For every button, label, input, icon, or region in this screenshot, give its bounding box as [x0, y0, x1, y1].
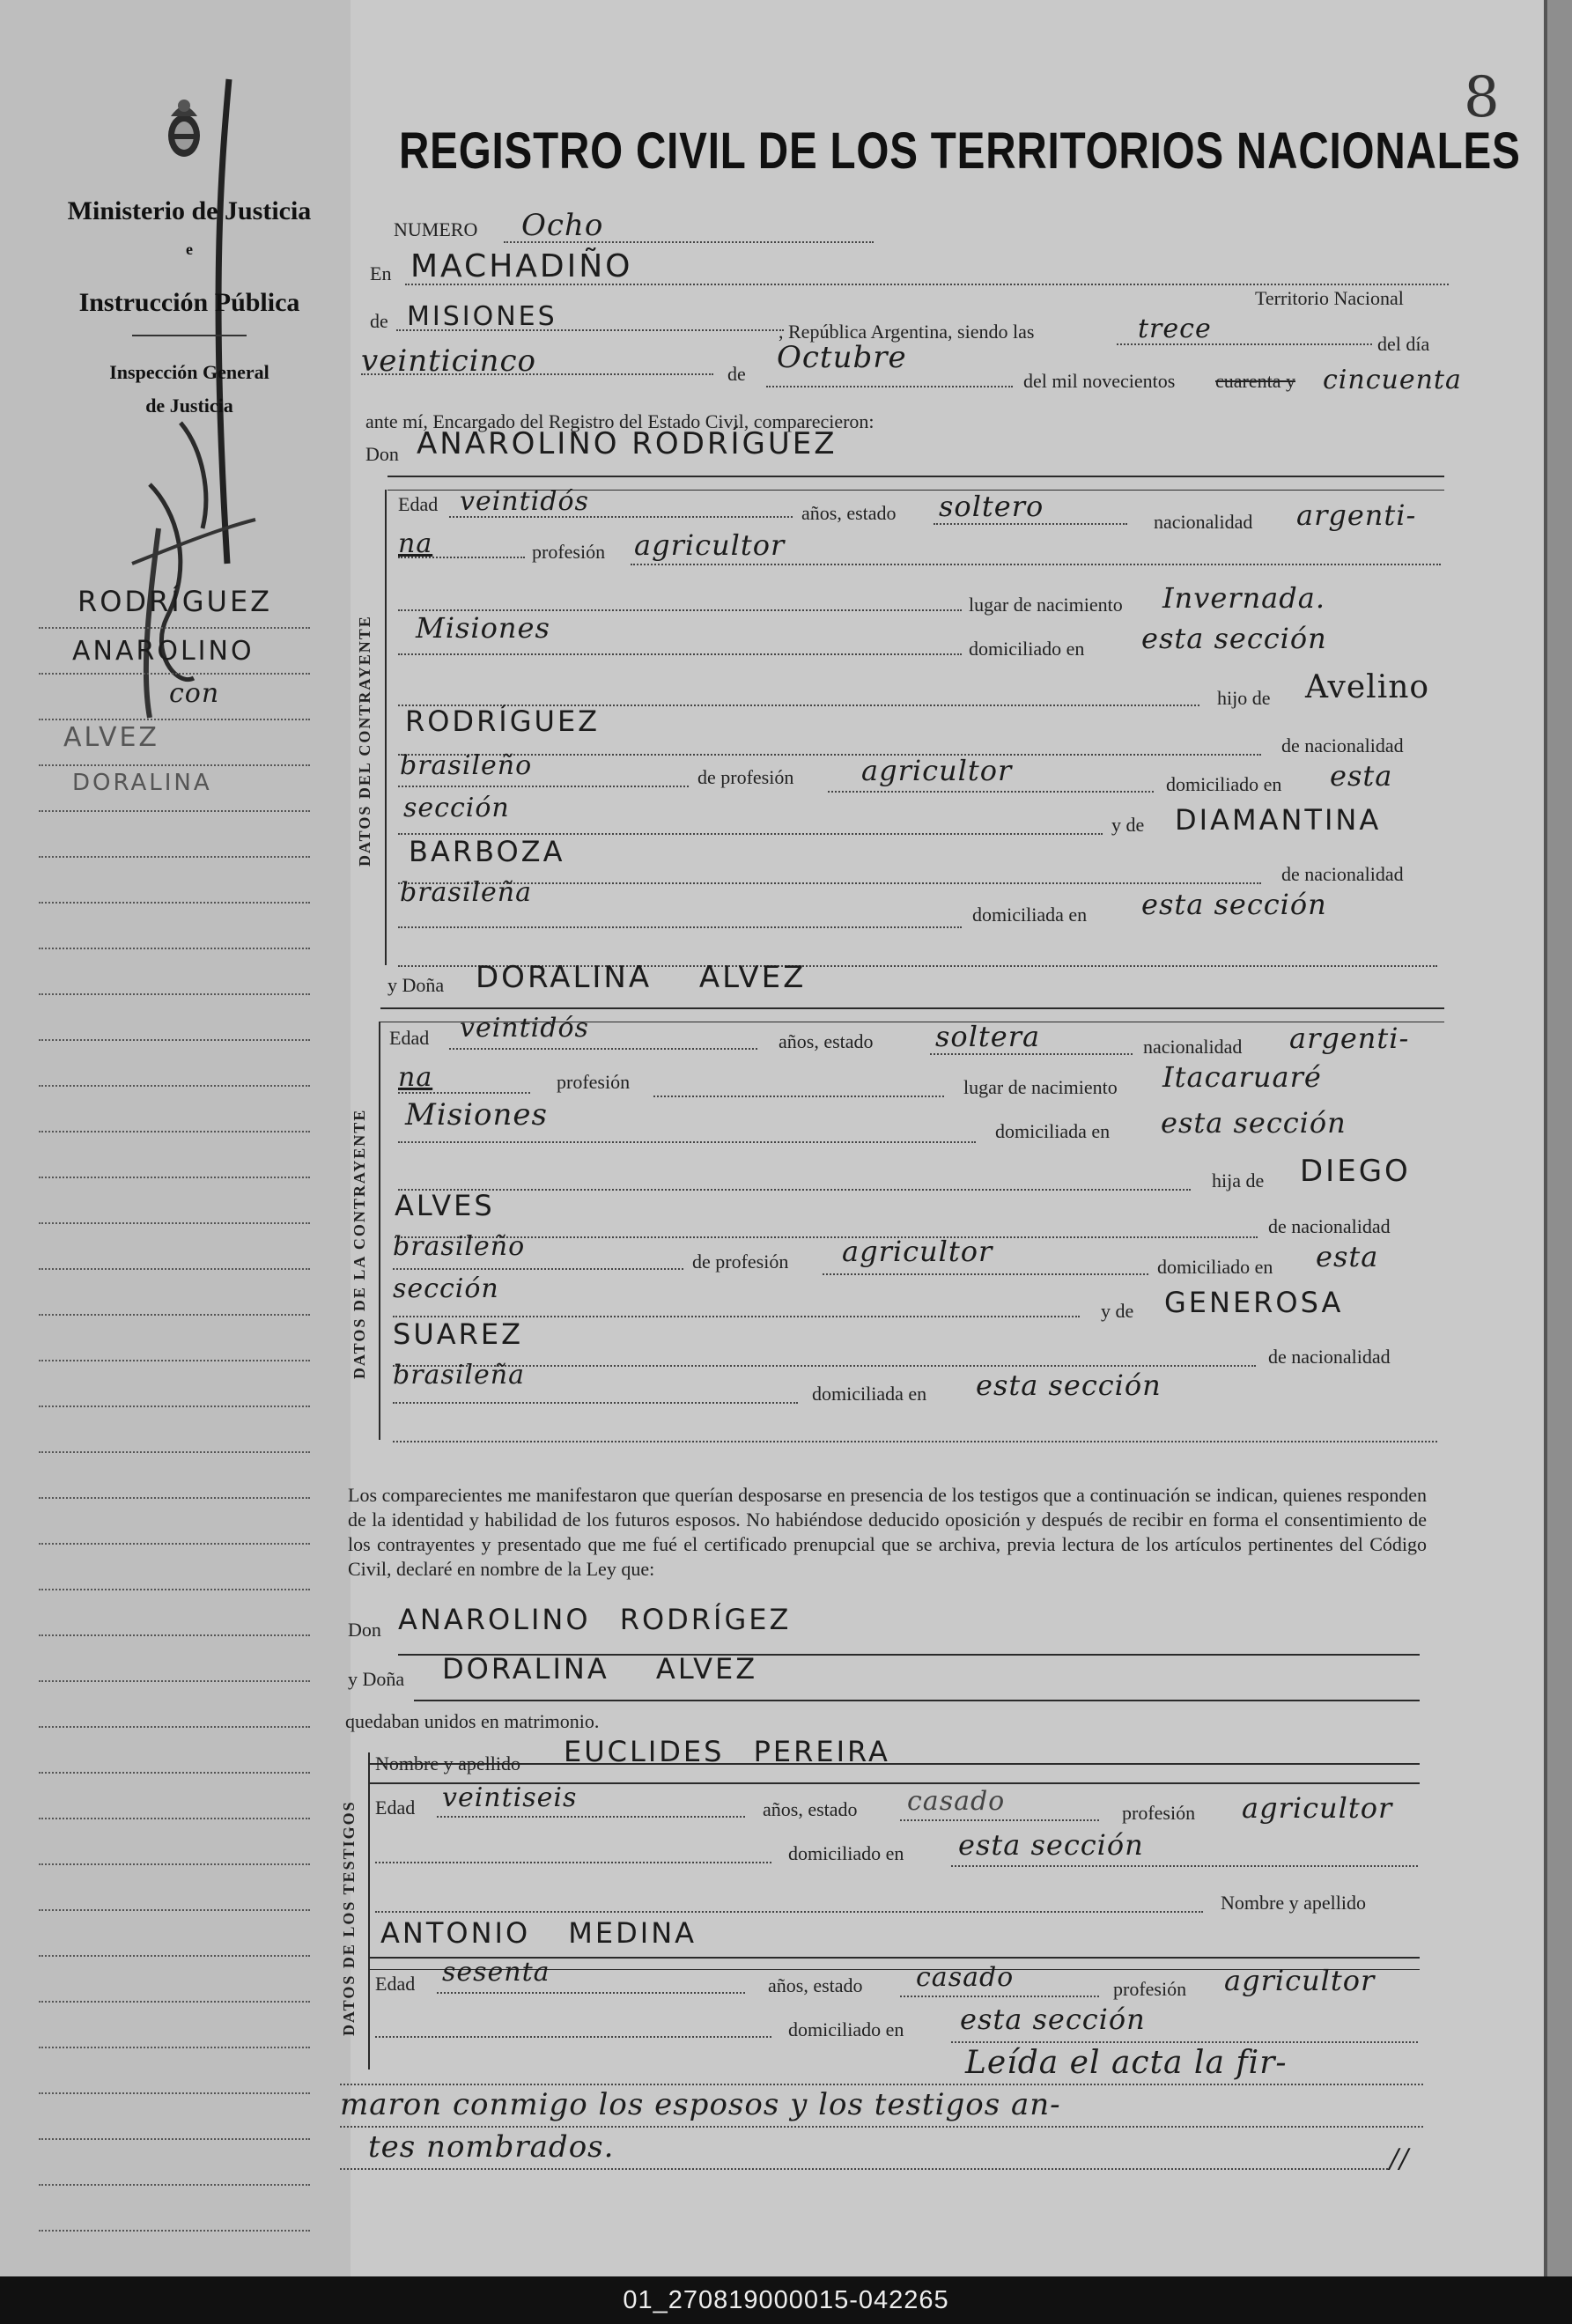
- declaration-dona-label: y Doña: [348, 1668, 405, 1690]
- margin-ruled-line: [39, 1543, 310, 1545]
- margin-ruled-line: [39, 1680, 310, 1682]
- margin-ruled-line: [39, 1726, 310, 1728]
- groom-mother-dom-label: domiciliada en: [972, 904, 1088, 926]
- ministry-line-1: Ministerio de Justicia: [67, 196, 312, 225]
- bride-father-first: DIEGO: [1300, 1154, 1411, 1189]
- groom-father-last: RODRÍGUEZ: [405, 705, 601, 738]
- w1-domicilio-value: esta sección: [958, 1828, 1144, 1862]
- margin-ruled-line: [39, 1909, 310, 1911]
- margin-ruled-line: [39, 1177, 310, 1178]
- bride-father-prof-value: agricultor: [842, 1235, 993, 1268]
- bride-father-prof-label: de profesión: [692, 1251, 789, 1273]
- margin-note-bride-surname: ALVEZ: [63, 722, 159, 753]
- groom-y-de-label: y de: [1111, 814, 1145, 836]
- en-value: MACHADIÑO: [410, 248, 633, 284]
- w1-profesion-value: agricultor: [1242, 1791, 1393, 1825]
- groom-nacionalidad-value: argenti-: [1296, 498, 1417, 532]
- groom-lugar-value: Invernada.: [1162, 581, 1325, 615]
- margin-ruled-line: [39, 764, 310, 766]
- year-label: del mil novecientos: [1023, 370, 1176, 392]
- bride-lugar-label: lugar de nacimiento: [963, 1076, 1118, 1098]
- groom-hijo-label: hijo de: [1217, 687, 1271, 709]
- bride-father-nac-label: de nacionalidad: [1268, 1215, 1391, 1237]
- margin-note-bride-firstname: DORALINA: [72, 770, 212, 796]
- groom-father-dom-value-2: sección: [403, 793, 510, 823]
- margin-ruled-line: [39, 1818, 310, 1819]
- w2-estado-value: casado: [916, 1962, 1015, 1993]
- w1-profesion-label: profesión: [1122, 1802, 1196, 1824]
- groom-father-dom-value: esta: [1330, 759, 1393, 793]
- groom-father-dom-label: domiciliado en: [1166, 773, 1282, 795]
- de-label: de: [370, 310, 388, 332]
- bride-estado-value: soltera: [935, 1020, 1041, 1053]
- bride-mother-dom-value: esta sección: [976, 1369, 1162, 1402]
- w2-profesion-label: profesión: [1113, 1978, 1187, 2000]
- margin-ruled-line: [39, 1360, 310, 1361]
- numero-label: NUMERO: [394, 218, 478, 240]
- groom-mother-nac-value: brasileña: [400, 877, 532, 908]
- margin-ruled-line: [39, 1451, 310, 1453]
- groom-name: ANAROLINO RODRÍGUEZ: [417, 426, 838, 461]
- groom-father-nac-value: brasileño: [400, 750, 533, 781]
- margin-note-surname: RODRÍGUEZ: [77, 585, 273, 618]
- w1-domicilio-label: domiciliado en: [788, 1842, 904, 1864]
- margin-note-con: con: [169, 678, 220, 709]
- margin-ruled-line: [39, 1772, 310, 1774]
- bride-domicilio-label: domiciliada en: [995, 1120, 1111, 1142]
- de-month-label: de: [727, 363, 746, 385]
- margin-ruled-line: [39, 993, 310, 995]
- margin-ruled-line: [39, 1039, 310, 1041]
- image-caption: 01_270819000015-042265: [0, 2276, 1572, 2324]
- w1-edad-value: veintiseis: [442, 1782, 578, 1813]
- witnesses-side-label: DATOS DE LOS TESTIGOS: [340, 1800, 358, 2036]
- bride-hija-label: hija de: [1212, 1169, 1265, 1192]
- groom-domicilio-label: domiciliado en: [969, 638, 1085, 660]
- w1-estado-value: casado: [907, 1786, 1006, 1817]
- day-value: veinticinco: [361, 343, 536, 379]
- declaration-closing: quedaban unidos en matrimonio.: [345, 1710, 600, 1732]
- bride-domicilio-value: esta sección: [1161, 1106, 1347, 1140]
- declaration-paragraph: Los comparecientes me manifestaron que querían desposarse en presencia de los testigos que a continuación se indican, quienes responden de la identidad y habilidad de los futuros esposos. No habiéndose deducido oposición y después de recibir en forma el consentimiento de los contrayentes y presentado que me fué el certificado prenupcial que se archiva, previa lectura de los artículos pertinentes del Código Civil, declaré en nombre de la Ley que:: [348, 1484, 1427, 1580]
- en-label: En: [370, 262, 392, 284]
- note-line-2: maron conmigo los esposos y los testigos an-: [340, 2087, 1061, 2122]
- w1-anos-label: años, estado: [763, 1798, 858, 1820]
- ante-label: ante mí, Encargado del Registro del Estado Civil, comparecieron:: [365, 410, 875, 432]
- declaration-bride-name: DORALINA ALVEZ: [442, 1652, 758, 1686]
- bride-name: DORALINA ALVEZ: [476, 960, 807, 995]
- ministry-line-2: e: [186, 240, 193, 258]
- ministry-line-3: Instrucción Pública: [78, 288, 300, 317]
- w2-edad-value: sesenta: [442, 1957, 550, 1988]
- w2-nombre-label: Nombre y apellido: [1221, 1892, 1366, 1914]
- declaration-groom-name: ANAROLINO RODRÍGEZ: [398, 1603, 792, 1636]
- ministry-divider: [132, 335, 247, 336]
- dona-label: y Doña: [387, 974, 445, 996]
- margin-ruled-line: [39, 1497, 310, 1499]
- w1-name: EUCLIDES PEREIRA: [564, 1735, 890, 1768]
- margin-ruled-line: [39, 1405, 310, 1407]
- margin-ruled-line: [39, 673, 310, 675]
- groom-father-nac-label: de nacionalidad: [1281, 734, 1404, 756]
- groom-mother-first: DIAMANTINA: [1175, 803, 1382, 837]
- groom-mother-nac-label: de nacionalidad: [1281, 863, 1404, 885]
- w2-anos-label: años, estado: [768, 1974, 863, 1996]
- margin-ruled-line: [39, 1268, 310, 1270]
- groom-profesion-label: profesión: [532, 541, 606, 563]
- bride-father-nac-value: brasileño: [393, 1231, 526, 1262]
- territorio-label: Territorio Nacional: [1255, 287, 1404, 309]
- margin-ruled-line: [39, 810, 310, 812]
- note-end-mark: //: [1390, 2143, 1410, 2174]
- margin-ruled-line: [39, 902, 310, 904]
- bride-mother-dom-label: domiciliada en: [812, 1383, 927, 1405]
- inspection-line-2: de Justicia: [145, 395, 233, 417]
- groom-father-prof-value: agricultor: [861, 754, 1013, 787]
- page-title: REGISTRO CIVIL DE LOS TERRITORIOS NACIONALES: [399, 122, 1521, 180]
- bride-nacionalidad-value: argenti-: [1289, 1022, 1410, 1055]
- bride-father-last: ALVES: [395, 1189, 495, 1222]
- bride-nacionalidad-value-2: na: [398, 1062, 433, 1093]
- w2-name: ANTONIO MEDINA: [380, 1916, 697, 1950]
- bride-edad-value: veintidós: [460, 1013, 589, 1044]
- w2-domicilio-label: domiciliado en: [788, 2018, 904, 2040]
- del-dia-label: del día: [1377, 333, 1430, 355]
- groom-estado-value: soltero: [939, 490, 1044, 523]
- page-edge: [1547, 0, 1572, 2276]
- margin-note-firstname: ANAROLINO: [72, 636, 255, 667]
- margin-ruled-line: [39, 2138, 310, 2140]
- don-label: Don: [365, 443, 399, 465]
- margin-ruled-line: [39, 1634, 310, 1636]
- numero-value: Ocho: [521, 208, 604, 243]
- groom-profesion-value: agricultor: [634, 528, 786, 562]
- margin-ruled-line: [39, 1085, 310, 1087]
- margin-ruled-line: [39, 1131, 310, 1132]
- margin-ruled-line: [39, 719, 310, 720]
- republica-label: , República Argentina, siendo las: [779, 321, 1035, 343]
- bride-father-dom-value: esta: [1316, 1240, 1379, 1273]
- note-line-3: tes nombrados.: [368, 2129, 615, 2165]
- bride-y-de-label: y de: [1101, 1300, 1134, 1322]
- margin-ruled-line: [39, 1222, 310, 1224]
- hour-value: trece: [1138, 314, 1212, 344]
- groom-edad-value: veintidós: [460, 486, 589, 517]
- margin-ruled-line: [39, 2047, 310, 2048]
- margin-ruled-line: [39, 856, 310, 858]
- year-struck: cuarenta y: [1215, 370, 1295, 392]
- margin-ruled-line: [39, 1863, 310, 1865]
- w1-nombre-label: Nombre y apellido: [375, 1752, 520, 1774]
- groom-mother-last: BARBOZA: [409, 835, 565, 868]
- margin-ruled-line: [39, 1314, 310, 1316]
- groom-side-label: DATOS DEL CONTRAYENTE: [356, 615, 373, 867]
- bride-edad-label: Edad: [389, 1027, 430, 1049]
- bride-mother-nac-value: brasileña: [393, 1360, 525, 1391]
- bride-mother-nac-label: de nacionalidad: [1268, 1346, 1391, 1368]
- groom-anos-label: años, estado: [801, 502, 897, 524]
- bride-lugar-value: Itacaruaré: [1162, 1060, 1322, 1094]
- groom-lugar-label: lugar de nacimiento: [969, 594, 1123, 616]
- bride-father-dom-value-2: sección: [393, 1273, 499, 1304]
- inspection-line-1: Inspección General: [109, 361, 269, 383]
- groom-edad-label: Edad: [398, 493, 439, 515]
- margin-ruled-line: [39, 2230, 310, 2232]
- groom-father-first: Avelino: [1305, 669, 1430, 705]
- w1-edad-label: Edad: [375, 1796, 416, 1819]
- bride-anos-label: años, estado: [779, 1030, 874, 1052]
- groom-mother-dom-value: esta sección: [1141, 888, 1327, 921]
- month-value: Octubre: [777, 340, 907, 375]
- w2-edad-label: Edad: [375, 1973, 416, 1995]
- note-line-1: Leída el acta la fir-: [965, 2045, 1288, 2081]
- bride-lugar-value-2: Misiones: [405, 1097, 548, 1132]
- bride-mother-last: SUAREZ: [393, 1317, 523, 1351]
- bride-mother-first: GENEROSA: [1164, 1286, 1344, 1319]
- de-value: MISIONES: [407, 301, 557, 332]
- year-value: cincuenta: [1323, 365, 1462, 395]
- margin-ruled-line: [39, 2092, 310, 2094]
- w2-profesion-value: agricultor: [1224, 1964, 1376, 1997]
- groom-nacionalidad-label: nacionalidad: [1154, 511, 1253, 533]
- declaration-don-label: Don: [348, 1619, 381, 1641]
- page-number: 8: [1464, 65, 1501, 130]
- bride-profesion-label: profesión: [557, 1071, 631, 1093]
- groom-lugar-value-2: Misiones: [416, 611, 550, 645]
- margin-ruled-line: [39, 1589, 310, 1590]
- bride-father-dom-label: domiciliado en: [1157, 1256, 1273, 1278]
- margin-ruled-line: [39, 948, 310, 949]
- margin-ruled-line: [39, 1955, 310, 1957]
- groom-nacionalidad-value-2: na: [398, 528, 433, 559]
- margin-ruled-line: [39, 2184, 310, 2186]
- groom-domicilio-value: esta sección: [1141, 622, 1327, 655]
- left-margin: [0, 0, 353, 2276]
- bride-nacionalidad-label: nacionalidad: [1143, 1036, 1243, 1058]
- w2-domicilio-value: esta sección: [960, 2003, 1146, 2036]
- margin-ruled-line: [39, 2001, 310, 2003]
- margin-ruled-line: [39, 627, 310, 629]
- groom-father-prof-label: de profesión: [697, 766, 794, 788]
- bride-side-label: DATOS DE LA CONTRAYENTE: [351, 1108, 368, 1379]
